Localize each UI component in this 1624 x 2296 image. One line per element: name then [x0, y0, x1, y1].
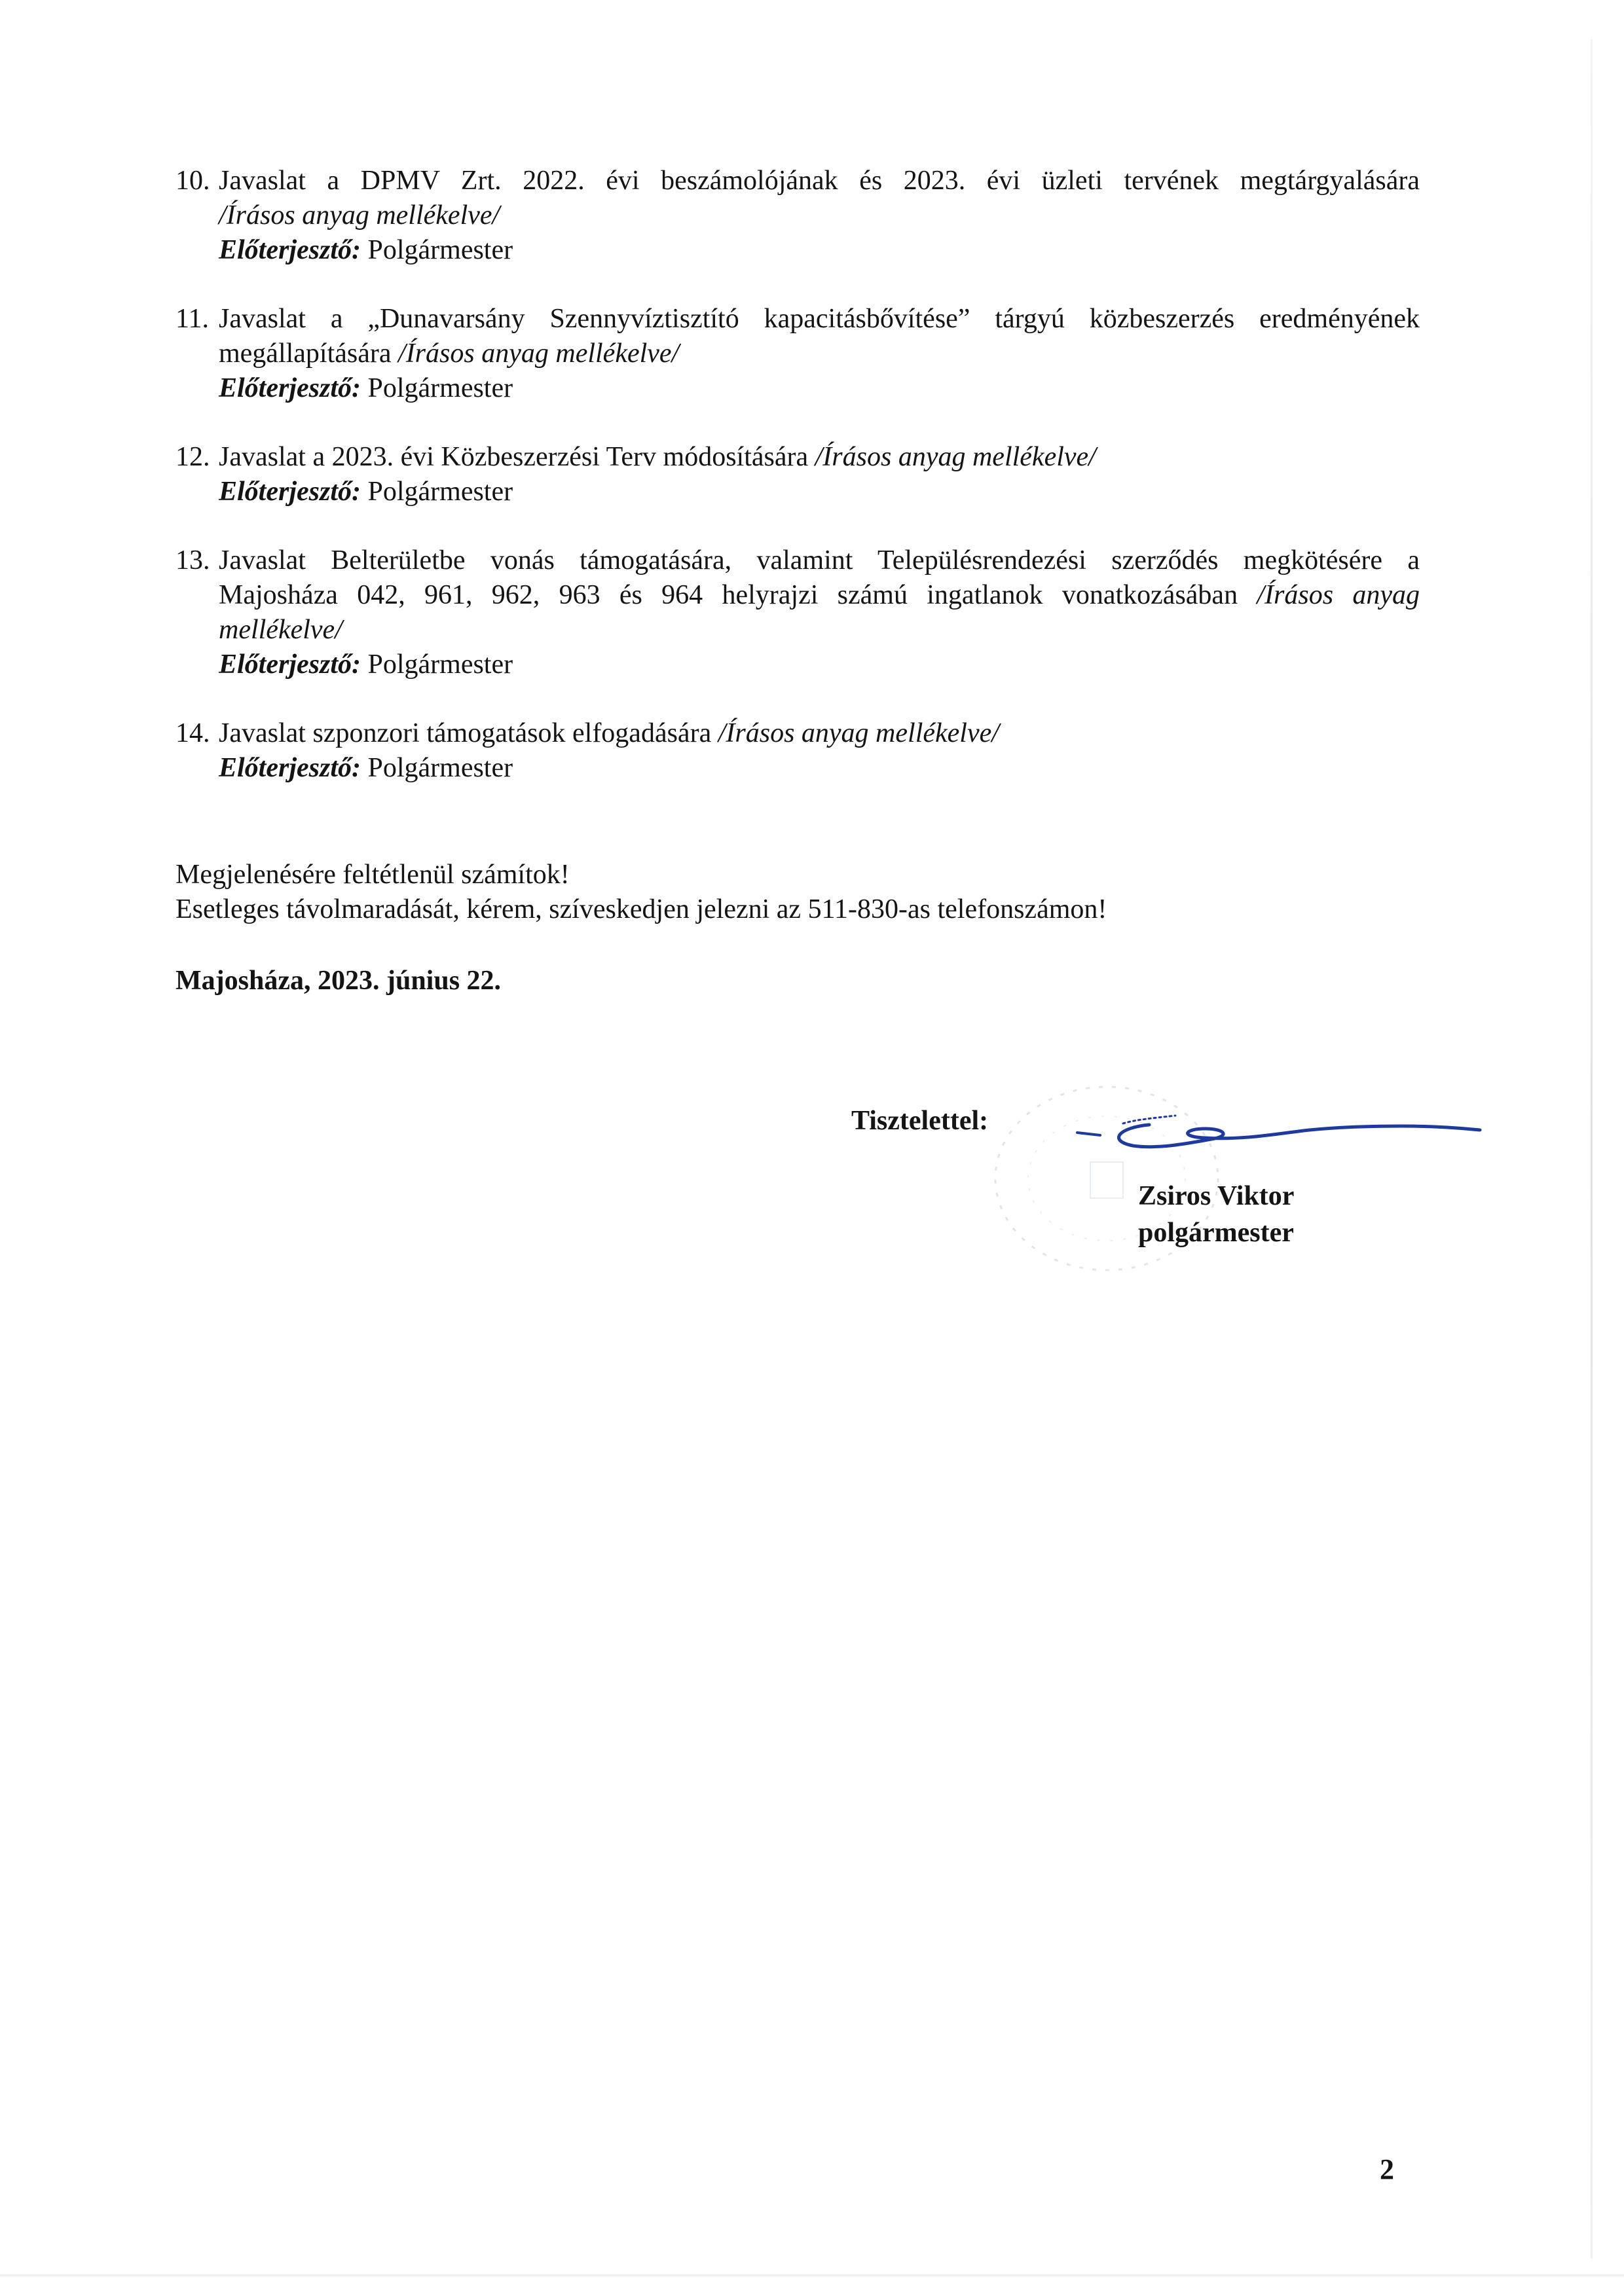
agenda-item-text: Javaslat szponzori támogatások elfogadására — [219, 718, 712, 748]
presenter-line — [219, 371, 1420, 406]
agenda-item-number: 11. — [175, 304, 209, 334]
page-bottom-edge — [0, 2274, 1624, 2276]
agenda-item-14 — [175, 716, 1420, 786]
closing-line-2: Esetleges távolmaradását, kérem, szíveskedjen jelezni az 511-830-as telefonszámon! — [175, 894, 1107, 924]
agenda-item-number: 12. — [175, 442, 210, 472]
agenda-item-13 — [175, 543, 1420, 682]
agenda-item-text: Javaslat a „Dunavarsány Szennyvíztisztító kapacitásbővítése” tárgyú közbeszerzés eredményének — [219, 304, 1420, 334]
page-edge-shadow — [1591, 39, 1593, 2259]
agenda-item-number: 13. — [175, 545, 210, 575]
closing-line-1: Megjelenésére feltétlenül számítok! — [175, 860, 570, 890]
signatory-name: Zsiros Viktor — [1138, 1181, 1295, 1211]
signatory — [1138, 1178, 1294, 1251]
agenda-item-text: Javaslat Belterületbe vonás támogatására, valamint Településrendezési szerződés megkötésére a — [219, 545, 1420, 575]
signature-greeting: Tisztelettel: — [851, 1106, 989, 1136]
closing-text — [175, 858, 1107, 927]
agenda-item-number: 10. — [175, 166, 210, 196]
agenda-item-text-end — [219, 716, 1420, 751]
agenda-item-text-end — [219, 440, 1420, 475]
presenter-name: Polgármester — [367, 649, 513, 680]
handwritten-signature — [1061, 1106, 1486, 1165]
presenter-label: Előterjesztő: — [219, 649, 361, 680]
agenda-item-number: 14. — [175, 718, 210, 748]
agenda-item-text: Javaslat a 2023. évi Közbeszerzési Terv módosítására — [219, 442, 809, 472]
place-and-date: Majosháza, 2023. június 22. — [175, 966, 502, 996]
presenter-label: Előterjesztő: — [219, 477, 361, 507]
presenter-line — [219, 647, 1420, 682]
presenter-name: Polgármester — [367, 477, 513, 507]
presenter-name: Polgármester — [367, 753, 513, 783]
agenda-item-text: Majosháza 042, 961, 962, 963 és 964 helyrajzi számú ingatlanok vonatkozásában — [219, 580, 1238, 610]
agenda-item-text: megállapítására — [219, 338, 392, 369]
presenter-label: Előterjesztő: — [219, 235, 361, 265]
presenter-line — [219, 233, 1420, 268]
agenda-item-11 — [175, 302, 1420, 406]
presenter-label: Előterjesztő: — [219, 753, 361, 783]
presenter-line — [219, 475, 1420, 509]
presenter-line — [219, 751, 1420, 786]
presenter-name: Polgármester — [367, 235, 513, 265]
agenda-item-text-end — [219, 337, 1420, 371]
attachment-note: /Írásos anyag — [1257, 580, 1420, 610]
agenda-list — [175, 164, 1420, 820]
agenda-item-text-line2 — [219, 578, 1420, 613]
attachment-note: /Írásos anyag mellékelve/ — [815, 442, 1096, 472]
agenda-item-10 — [175, 164, 1420, 268]
attachment-note: /Írásos anyag mellékelve/ — [219, 200, 500, 230]
agenda-item-12 — [175, 440, 1420, 509]
attachment-note-end: mellékelve/ — [219, 615, 342, 645]
signatory-title: polgármester — [1138, 1218, 1294, 1248]
attachment-note: /Írásos anyag mellékelve/ — [398, 338, 680, 369]
attachment-note: /Írásos anyag mellékelve/ — [718, 718, 999, 748]
presenter-name: Polgármester — [367, 373, 513, 403]
page-number: 2 — [1380, 2153, 1394, 2185]
agenda-item-text: Javaslat a DPMV Zrt. 2022. évi beszámolójának és 2023. évi üzleti tervének megtárgyalására — [219, 166, 1420, 196]
presenter-label: Előterjesztő: — [219, 373, 361, 403]
